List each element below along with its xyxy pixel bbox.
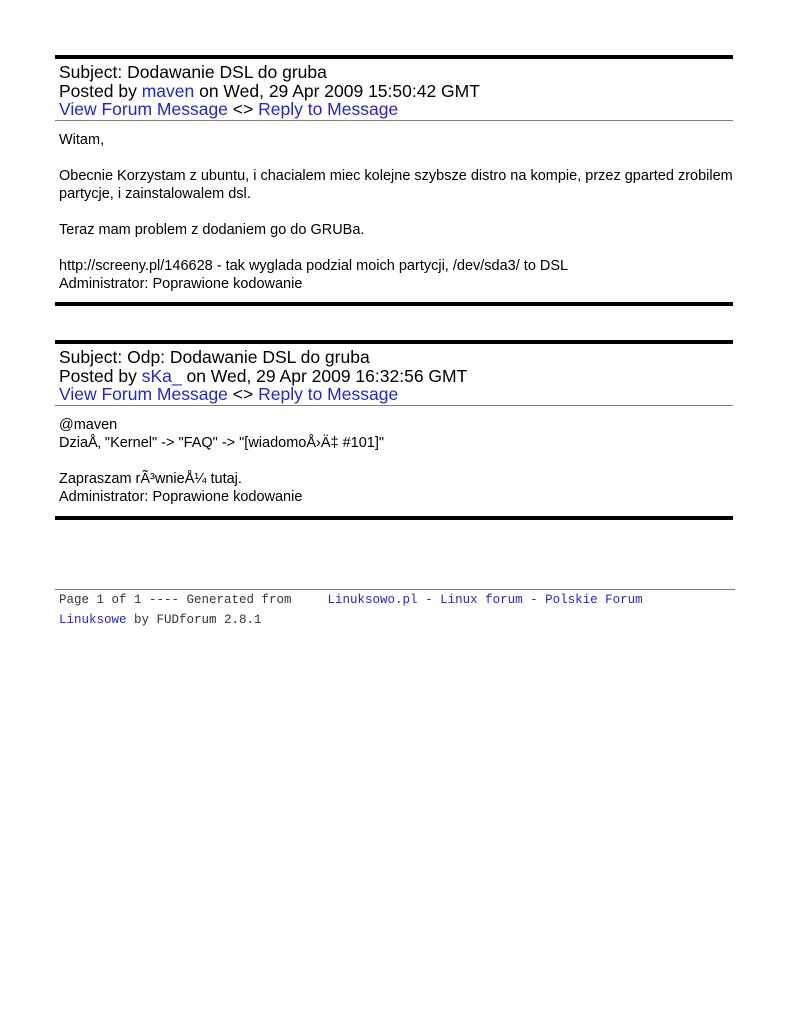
message-bottom-rule [55,302,733,306]
posted-by-label: Posted by [59,365,137,386]
subject-label: Subject: [59,62,123,82]
message-paragraph: DziaÅ‚ "Kernel" -> "FAQ" -> "[wiadomoÅ›Ä‡ #101]" [59,434,385,451]
footer-suffix: by FUDforum 2.8.1 [134,613,262,627]
message-paragraph: @maven [59,416,118,433]
message-bottom-rule [55,516,733,520]
message-actions-line [55,385,733,404]
message-body [55,121,733,293]
reply-to-message-link[interactable]: Reply to Message [258,384,399,404]
author-link[interactable]: maven [141,80,195,101]
message-paragraph: Obecnie Korzystam z ubuntu, i chacialem miec kolejne szybsze distro na kompie, przez gparted zrobilem partycje, i zainstalowalem dsl. [59,167,733,202]
forum-home-link[interactable]: Linuksowo.pl - Linux forum - Polskie Forum [327,593,643,607]
message-posted-line [55,82,733,101]
footer-text [55,590,735,630]
action-separator: <> [232,99,254,119]
view-forum-message-link[interactable]: View Forum Message [59,99,228,119]
post-date: on Wed, 29 Apr 2009 16:32:56 GMT [186,365,468,386]
message-paragraph: Zapraszam rÃ³wnieÅ¼ tutaj. [59,470,242,487]
post-date: on Wed, 29 Apr 2009 15:50:42 GMT [199,80,480,101]
subject-label: Subject: [59,347,123,367]
message-paragraph: Witam, [59,131,105,148]
page-footer [55,589,735,630]
forum-message-2 [55,340,733,506]
message-paragraph: http://screeny.pl/146628 - tak wyglada podzial moich partycji, /dev/sda3/ to DSL [59,257,569,274]
view-forum-message-link[interactable]: View Forum Message [59,384,228,404]
message-actions-line [55,100,733,119]
reply-to-message-link[interactable]: Reply to Message [258,99,399,119]
action-separator: <> [232,384,254,404]
forum-message-1 [55,55,733,293]
admin-note: Administrator: Poprawione kodowanie [59,275,303,292]
author-link[interactable]: sKa_ [141,365,182,386]
posted-by-label: Posted by [59,80,137,101]
footer-prefix: Page 1 of 1 ---- Generated from [59,593,292,607]
message-subject: Odp: Dodawanie DSL do gruba [127,347,370,367]
message-subject-line [55,348,733,367]
admin-note: Administrator: Poprawione kodowanie [59,488,303,505]
message-paragraph: Teraz mam problem z dodaniem go do GRUBa. [59,221,365,238]
forum-home-link-continued[interactable]: Linuksowe [59,613,127,627]
message-body [55,406,733,506]
message-subject-line [55,63,733,82]
message-posted-line [55,367,733,386]
message-subject: Dodawanie DSL do gruba [127,62,327,82]
